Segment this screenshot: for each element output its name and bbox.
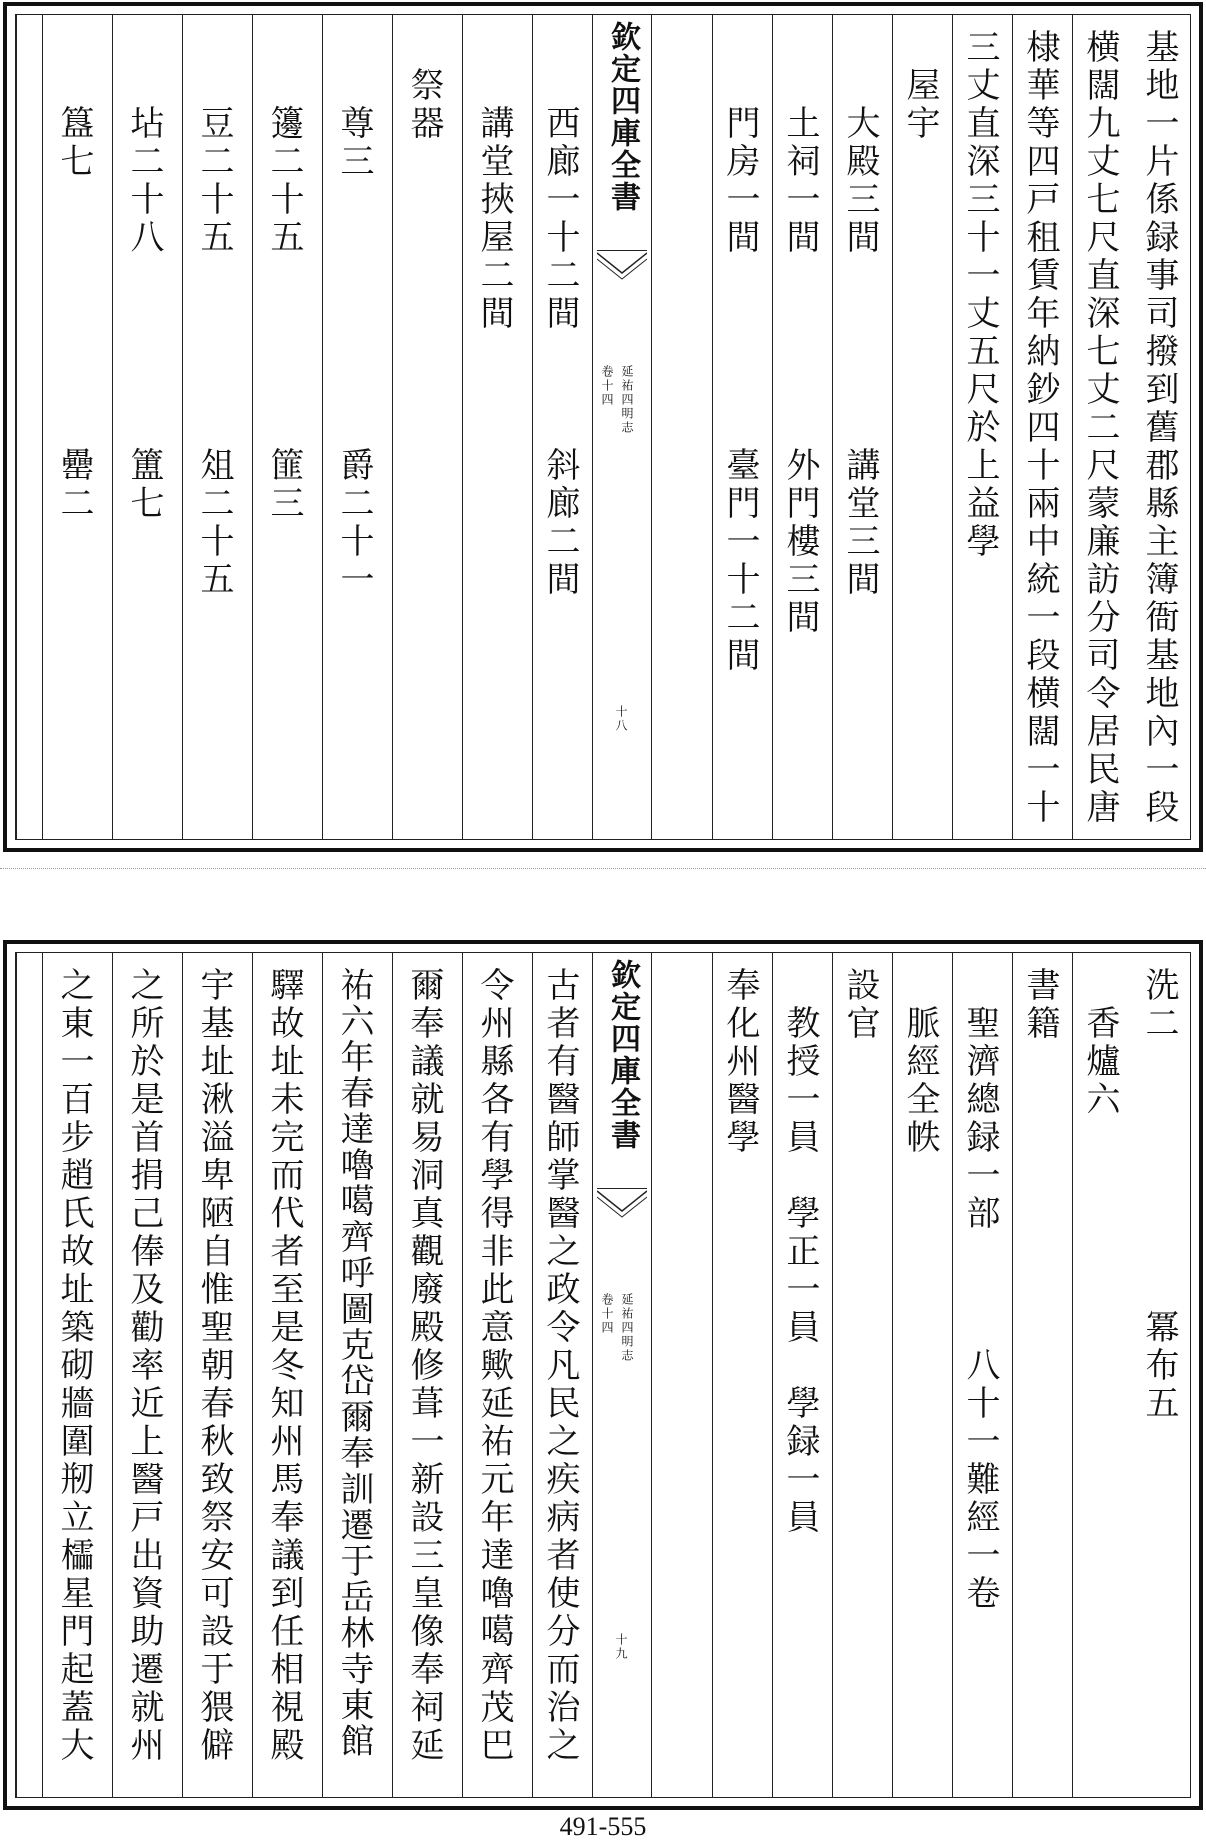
column — [322, 953, 392, 1797]
column-text: 尊三 爵二十一 — [334, 105, 374, 599]
work-title: 延祐四明志 — [620, 1293, 634, 1363]
column-text: 簋七 罍二 — [54, 105, 94, 523]
column-text: 教授一員 學正一員 學録一員 — [780, 1005, 820, 1537]
column-text: 祭器 — [404, 67, 444, 143]
column — [1132, 953, 1192, 1797]
column-text: 棣華等四戸租賃年納鈔四十兩中統一段横闊一十 — [1020, 29, 1060, 827]
column — [322, 15, 392, 839]
fishtail-mark — [597, 1188, 647, 1229]
fold-column — [592, 15, 652, 839]
column-text: 洗二 冪布五 — [1139, 967, 1179, 1423]
column-text: 豆二十五 俎二十五 — [194, 105, 234, 599]
column — [532, 953, 592, 1797]
column — [832, 15, 892, 839]
volume-label: 卷十四 — [600, 1293, 614, 1335]
column-text: 奉化州醫學 — [720, 967, 760, 1157]
column — [112, 15, 182, 839]
column-text: 之所於是首捐己俸及勸率近上醫戸出資助遷就州 — [124, 967, 164, 1765]
column-text: 設官 — [840, 967, 880, 1043]
bottom-page-grid — [15, 952, 1191, 1798]
column-text: 三丈直深三十一丈五尺於上益學 — [960, 29, 1000, 561]
column-text: 爾奉議就易洞真觀廢殿修葺一新設三皇像奉祠延 — [404, 967, 444, 1765]
column — [952, 953, 1012, 1797]
column — [772, 15, 832, 839]
column — [952, 15, 1012, 839]
column-text: 講堂挾屋二間 — [474, 105, 514, 333]
folio-number: 十八 — [614, 705, 628, 733]
volume-label: 卷十四 — [600, 365, 614, 407]
column-text: 聖濟總録一部 八十一難經一卷 — [960, 1005, 1000, 1613]
column — [532, 15, 592, 839]
column-text: 門房一間 臺門一十二間 — [720, 105, 760, 675]
column — [252, 953, 322, 1797]
column-text: 驛故址未完而代者至是冬知州馬奉議到任相視殿 — [264, 967, 304, 1765]
column-text: 令州縣各有學得非此意歟延祐元年達嚕噶齊茂巴 — [474, 967, 514, 1765]
column — [182, 953, 252, 1797]
column-text: 土祠一間 外門樓三間 — [780, 105, 820, 637]
column — [772, 953, 832, 1797]
column-text: 宇基址湫溢卑陋自惟聖朝春秋致祭安可設于猥僻 — [194, 967, 234, 1765]
column-text: 大殿三間 講堂三間 — [840, 105, 880, 599]
column — [892, 15, 952, 839]
column — [112, 953, 182, 1797]
column — [1072, 15, 1132, 839]
bottom-page-frame — [3, 940, 1203, 1810]
column — [252, 15, 322, 839]
column — [42, 953, 112, 1797]
column-text: 書籍 — [1020, 967, 1060, 1043]
column-text: 香爐六 — [1080, 1005, 1120, 1119]
top-page-frame — [3, 2, 1203, 852]
column — [392, 15, 462, 839]
column-text: 基地一片係録事司撥到舊郡縣主簿衙基地內一段 — [1139, 29, 1179, 827]
column-margin — [16, 953, 42, 1797]
folio-number: 十九 — [614, 1633, 628, 1661]
column — [892, 953, 952, 1797]
column — [832, 953, 892, 1797]
column — [712, 15, 772, 839]
column — [462, 953, 532, 1797]
scan-gutter-line — [0, 868, 1206, 873]
work-title: 延祐四明志 — [620, 365, 634, 435]
column-text: 古者有醫師掌醫之政令凡民之疾病者使分而治之 — [540, 967, 580, 1765]
column-text: 脈經全帙 — [900, 1005, 940, 1157]
fold-column — [592, 953, 652, 1797]
column-text: 之東一百步趙氏故址築砌牆圍剏立櫺星門起蓋大 — [54, 967, 94, 1765]
book-title: 欽定四庫全書 — [605, 21, 640, 213]
column — [1012, 15, 1072, 839]
column — [1072, 953, 1132, 1797]
column-margin — [16, 15, 42, 839]
column-text: 籩二十五 篚三 — [264, 105, 304, 523]
page-number: 491-555 — [559, 1812, 647, 1841]
book-title: 欽定四庫全書 — [605, 959, 640, 1151]
column-text: 祐六年春達嚕噶齊呼圖克岱爾奉訓遷于岳林寺東館 — [334, 967, 374, 1759]
top-page-grid — [15, 14, 1191, 840]
column — [392, 953, 462, 1797]
column — [182, 15, 252, 839]
column — [1132, 15, 1192, 839]
column-text: 屋宇 — [900, 67, 940, 143]
fishtail-mark — [597, 250, 647, 291]
column — [42, 15, 112, 839]
column — [712, 953, 772, 1797]
column — [462, 15, 532, 839]
column — [1012, 953, 1072, 1797]
column-text: 坫二十八 簠七 — [124, 105, 164, 523]
column-text: 西廊一十二間 斜廊二間 — [540, 105, 580, 599]
column-text: 横闊九丈七尺直深七丈二尺蒙廉訪分司令居民唐 — [1080, 29, 1120, 827]
